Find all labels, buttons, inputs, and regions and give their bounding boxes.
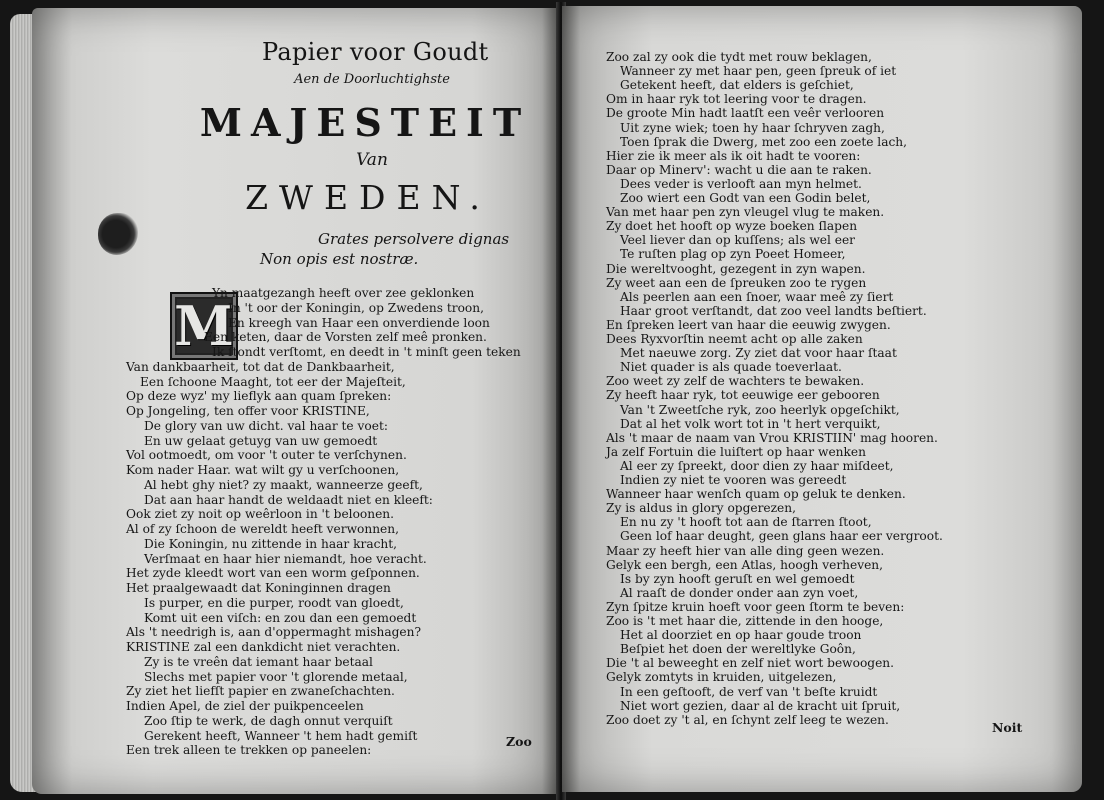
right-poem-line: Zyn ſpitze kruin hoeft voor geen ſtorm te beven:	[606, 599, 905, 614]
right-poem-line: In een geſtooft, de verf van 't beſte kruidt	[620, 684, 878, 699]
left-poem-line: Ik ſtondt verſtomt, en deedt in 't minſt geen teken	[212, 345, 521, 359]
right-poem-line: Geen lof haar deught, geen glans haar eer vergroot.	[620, 529, 943, 544]
left-poem-line: Zy is te vreên dat iemant haar betaal	[144, 654, 373, 669]
right-poem-line: Niet wort gezien, daar al de kracht uit ſpruit,	[620, 698, 901, 713]
right-poem-line: Die wereltvooght, gezegent in zyn wapen.	[606, 261, 866, 276]
motto-line-2: Non opis est nostræ.	[260, 250, 419, 268]
left-poem-line: Het zyde kleedt wort van een worm geſponnen.	[126, 566, 420, 581]
title-line-5: ZWEDEN.	[245, 178, 491, 217]
right-poem-line: Van met haar pen zyn vleugel vlug te maken.	[606, 205, 885, 220]
right-poem-line: Getekent heeft, dat elders is geſchiet,	[620, 78, 854, 93]
left-poem-line: Kom nader Haar. wat wilt gy u verſchoonen,	[126, 463, 400, 477]
right-poem-line: Is by zyn hooft geruſt en wel gemoedt	[620, 571, 855, 586]
right-poem-line: Om in haar ryk tot leering voor te dragen.	[606, 92, 867, 107]
right-poem-line: Beſpiet het doen der wereltlyke Goôn,	[620, 642, 856, 657]
right-poem-line: Te ruſten plag op zyn Poeet Homeer,	[620, 247, 846, 262]
left-poem-line: De glory van uw dicht. val haar te voet:	[144, 418, 388, 433]
drop-cap-letter: M	[174, 294, 234, 358]
title-line-4: Van	[356, 150, 388, 170]
left-poem-line: Zy ziet het liefſt papier en zwaneſchachten.	[126, 684, 395, 699]
right-poem-line: Zoo is 't met haar die, zittende in den hooge,	[606, 614, 884, 628]
right-poem-line: Wanneer zy met haar pen, geen ſpreuk of iet	[620, 64, 897, 79]
left-poem-line: Die Koningin, nu zittende in haar kracht,	[144, 536, 398, 551]
left-poem-line: En kreegh van Haar een onverdiende loon	[228, 315, 490, 330]
right-page	[562, 6, 1082, 792]
left-poem-line: Een trek alleen te trekken op paneelen:	[126, 743, 372, 758]
left-poem-line: In 't oor der Koningin, op Zwedens troon,	[228, 300, 484, 315]
title-line-3: MAJESTEIT	[199, 100, 531, 145]
right-poem-line: Zy is aldus in glory opgerezen,	[606, 501, 796, 516]
right-poem-line: Daar op Minerv': wacht u die aan te raken.	[606, 162, 872, 177]
right-poem-line: Zy heeft haar ryk, tot eeuwige eer gebooren	[606, 388, 880, 403]
right-poem-line: Hier zie ik meer als ik oit hadt te vooren:	[606, 148, 861, 163]
right-poem-line: Dees Ryxvorſtin neemt acht op alle zaken	[606, 332, 863, 346]
right-poem-line: Het al doorziet en op haar goude troon	[620, 628, 862, 643]
left-poem-line: Van dankbaarheit, tot dat de Dankbaarheit,	[126, 359, 395, 374]
left-poem-line: Zoo ſtip te werk, de dagh onnut verquiſt	[144, 713, 393, 728]
right-catchword: Noit	[992, 720, 1023, 735]
right-poem-line: Wanneer haar wenſch quam op geluk te denken.	[606, 487, 906, 502]
right-poem-line: Gelyk zomtyts in kruiden, uitgelezen,	[606, 670, 837, 685]
right-poem-line: Als peerlen aan een ſnoer, waar meê zy ſiert	[620, 289, 894, 304]
left-poem-line: Is purper, en die purper, roodt van gloedt,	[144, 595, 404, 610]
right-poem-line: En ſpreken leert van haar die eeuwig zwygen.	[606, 317, 891, 332]
left-page	[32, 8, 558, 794]
ink-stain	[98, 213, 138, 255]
right-poem-line: De groote Min hadt laatſt een veêr verlooren	[606, 106, 885, 121]
left-poem-line: Vol ootmoedt, om voor 't outer te verſchynen.	[126, 448, 407, 463]
right-poem-line: Zoo wiert een Godt van een Godin belet,	[620, 191, 871, 205]
left-catchword: Zoo	[506, 734, 532, 749]
motto-line-1: Grates persolvere dignas	[318, 230, 510, 248]
right-poem-line: Ja zelf Fortuin die luiſtert op haar wenken	[606, 444, 866, 459]
right-poem-line: En nu zy 't hooft tot aan de ſtarren ſtoot,	[620, 515, 872, 530]
right-poem-line: Zy doet het hooft op wyze boeken ſlapen	[606, 219, 858, 234]
right-poem-line: Zoo weet zy zelf de wachters te bewaken.	[606, 374, 865, 389]
left-poem-line: Als 't needrigh is, aan d'oppermaght mishagen?	[126, 625, 422, 640]
left-poem-line: Slechs met papier voor 't glorende metaal,	[144, 669, 408, 684]
right-poem-line: Zoo zal zy ook die tydt met rouw beklagen,	[606, 50, 872, 64]
right-poem-line: Toen ſprak die Dwerg, met zoo een zoete lach,	[620, 134, 908, 149]
left-poem-line: Een ſchoone Maaght, tot eer der Majeſteit,	[140, 374, 406, 389]
left-poem-line: En uw gelaat getuyg van uw gemoedt	[144, 433, 378, 448]
right-poem-line: Veel liever dan op kuſſens; als wel eer	[620, 233, 856, 248]
right-poem-line: Als 't maar de naam van Vrou KRISTIIN' mag hooren.	[606, 430, 938, 445]
right-poem-line: Die 't al beweeght en zelf niet wort bewoogen.	[606, 656, 895, 671]
left-poem-line: Gerekent heeft, Wanneer 't hem hadt gemiſt	[144, 728, 418, 743]
left-poem-line: Komt uit een viſch: en zou dan een gemoedt	[144, 610, 417, 625]
right-poem-line: Met naeuwe zorg. Zy ziet dat voor haar ſtaat	[620, 346, 897, 361]
right-poem-line: Niet quader is als quade toeverlaat.	[620, 360, 842, 375]
right-poem-line: Zy weet aan een de ſpreuken zoo te rygen	[606, 275, 867, 290]
left-poem-line: Een keten, daar de Vorsten zelf meê pronken.	[204, 330, 487, 345]
left-poem-line: Al of zy ſchoon de wereldt heeft verwonnen,	[126, 522, 399, 536]
title-line-2: Aen de Doorluchtighste	[294, 72, 450, 87]
right-poem-line: Haar groot verſtandt, dat zoo veel landts beſtiert.	[620, 303, 927, 318]
right-poem-line: Gelyk een bergh, een Atlas, hoogh verheven,	[606, 557, 884, 572]
left-poem-line: Dat aan haar handt de weldaadt niet en kleeft:	[144, 492, 433, 507]
right-poem-line: Maar zy heeft hier van alle ding geen wezen.	[606, 543, 885, 558]
right-poem-line: Dat al het volk wort tot in 't hert verquikt,	[620, 416, 881, 431]
right-poem-line: Zoo doet zy 't al, en ſchynt zelf leeg te wezen.	[606, 712, 889, 727]
left-poem-line: Indien Apel, de ziel der puikpenceelen	[126, 699, 364, 713]
left-poem-line: Al hebt ghy niet? zy maakt, wanneerze geeft,	[144, 477, 423, 492]
left-poem-line: Yn maatgezangh heeft over zee geklonken	[212, 286, 475, 300]
left-poem-line: Het praalgewaadt dat Koninginnen dragen	[126, 581, 391, 595]
title-line-1: Papier voor Goudt	[262, 38, 489, 66]
left-poem-line: Op Jongeling, ten offer voor KRISTINE,	[126, 404, 370, 418]
right-poem-line: Indien zy niet te vooren was gereedt	[620, 473, 847, 487]
right-poem-line: Dees veder is verlooft aan myn helmet.	[620, 176, 862, 191]
left-poem-line: Ook ziet zy noit op weêrloon in 't beloonen.	[126, 507, 395, 522]
left-poem-line: Verſmaat en haar hier niemandt, hoe veracht.	[144, 551, 427, 566]
right-poem-line: Van 't Zweetſche ryk, zoo heerlyk opgeſchikt,	[620, 402, 900, 417]
right-poem-line: Al eer zy ſpreekt, door dien zy haar miſdeet,	[620, 458, 894, 473]
right-poem-line: Uit zyne wiek; toen hy haar ſchryven zagh,	[620, 120, 885, 135]
right-poem-line: Al raaſt de donder onder aan zyn voet,	[620, 585, 859, 600]
left-poem-line: Op deze wyz' my lieflyk aan quam ſpreken:	[126, 389, 392, 404]
left-poem-line: KRISTINE zal een dankdicht niet verachten.	[126, 640, 401, 654]
